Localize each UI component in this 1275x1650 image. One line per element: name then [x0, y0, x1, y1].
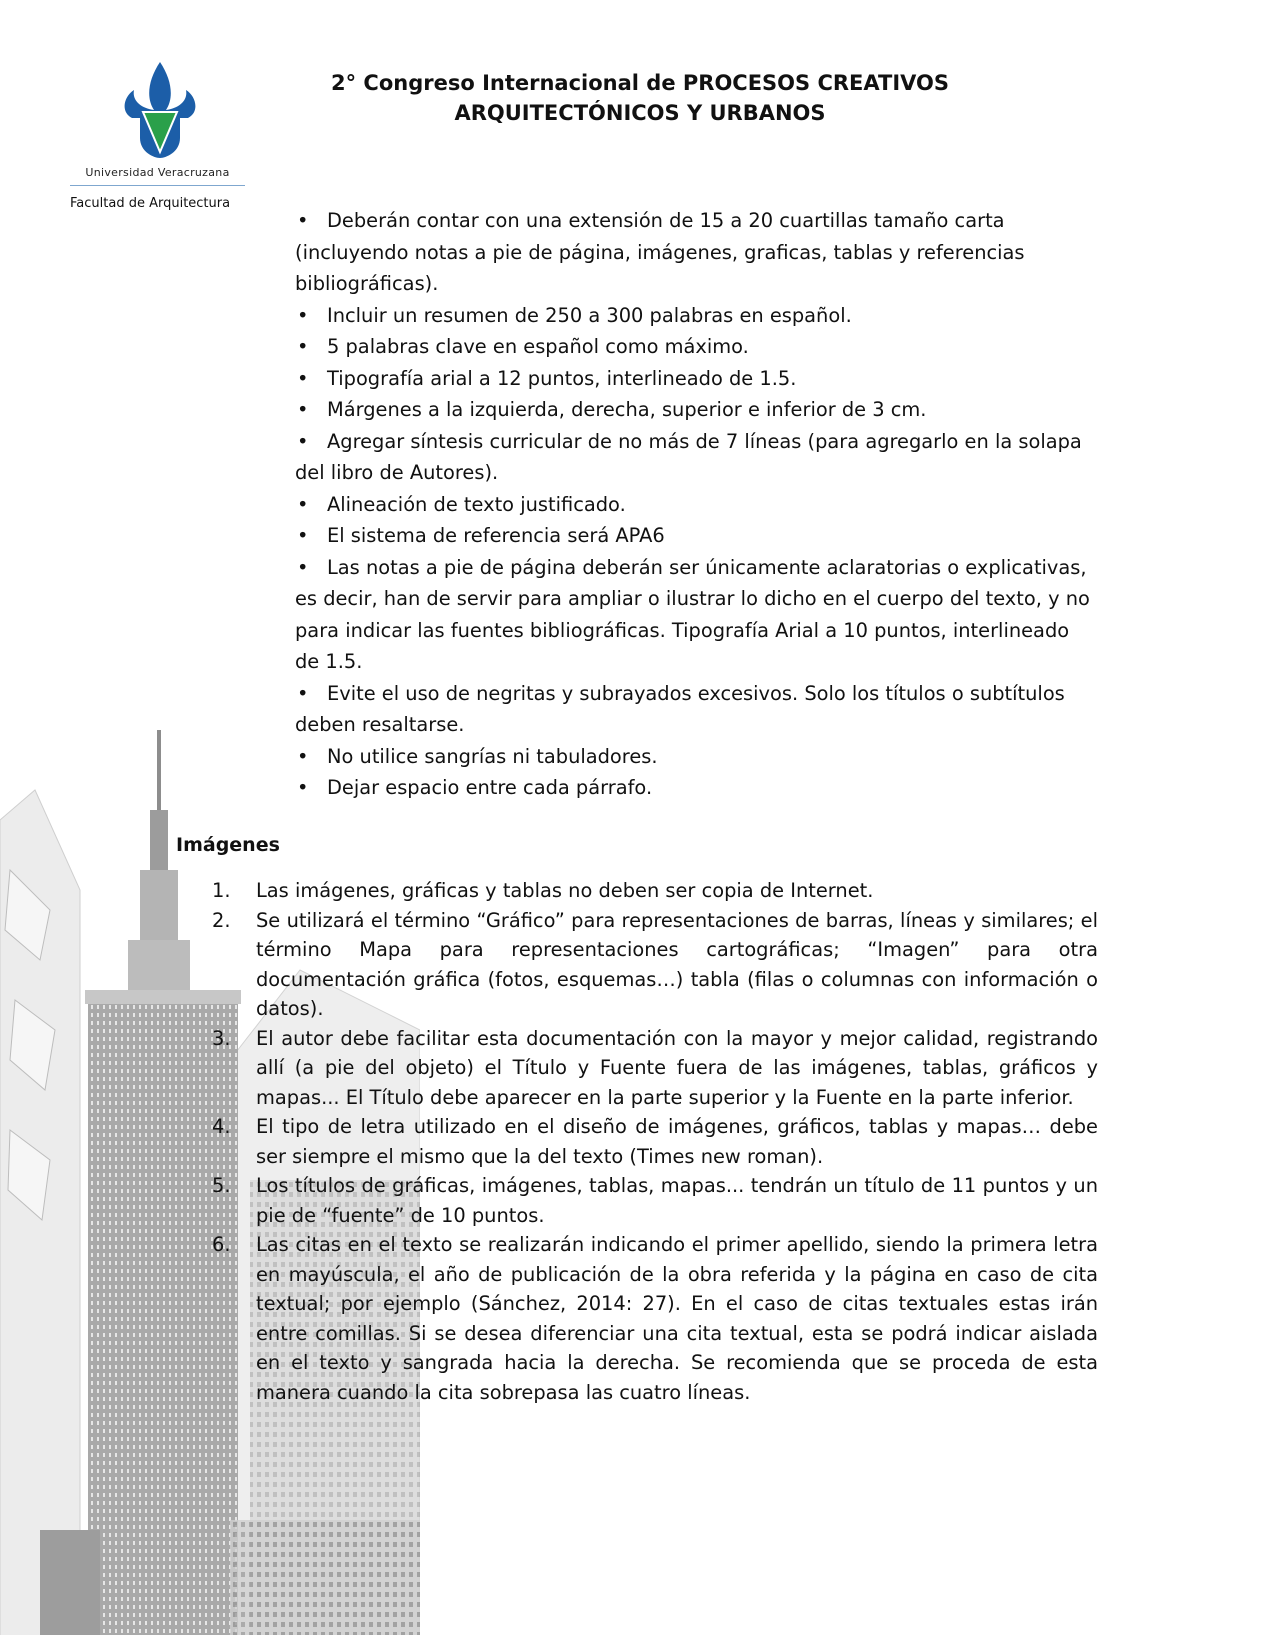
- list-item: • Incluir un resumen de 250 a 300 palabras en español.: [295, 300, 1095, 332]
- list-item: • Dejar espacio entre cada párrafo.: [295, 772, 1095, 804]
- list-item: • Márgenes a la izquierda, derecha, superior e inferior de 3 cm.: [295, 394, 1095, 426]
- item-text: El tipo de letra utilizado en el diseño de imágenes, gráficos, tablas y mapas… debe ser siempre el mismo que la del texto (Times new roman).: [256, 1115, 1098, 1168]
- item-text: Se utilizará el término “Gráfico” para representaciones de barras, líneas y similares; el término Mapa para representaciones cartográficas; “Imagen” para otra documentación gráfica (fotos, esquemas…) tabla (filas o columnas con información o datos).: [256, 908, 1098, 1020]
- section-heading-imagenes: Imágenes: [176, 834, 280, 856]
- list-item: [208, 906, 1098, 1024]
- list-item: • Agregar síntesis curricular de no más de 7 líneas (para agregarlo en la solapa del libro de Autores).: [295, 426, 1095, 489]
- bullet-icon: •: [297, 744, 309, 768]
- item-text: Las imágenes, gráficas y tablas no deben ser copia de Internet.: [256, 879, 874, 902]
- list-item: [208, 876, 1098, 906]
- list-item: • Evite el uso de negritas y subrayados excesivos. Solo los títulos o subtítulos deben resaltarse.: [295, 678, 1095, 741]
- bullet-icon: •: [297, 524, 309, 547]
- item-number: 6.: [212, 1233, 231, 1256]
- bullet-icon: •: [297, 681, 309, 705]
- list-item: • Las notas a pie de página deberán ser únicamente aclaratorias o explicativas, es decir, han de servir para ampliar o ilustrar lo dicho en el cuerpo del texto, y no para indicar las fuentes bibliográficas. Tipografía Arial a 10 puntos, interlineado de 1.5.: [295, 552, 1095, 678]
- bullet-icon: •: [297, 492, 309, 516]
- item-number: 3.: [212, 1026, 231, 1050]
- item-text: El autor debe facilitar esta documentación con la mayor y mejor calidad, registrando allí (a pie del objeto) el Título y Fuente fuera de las imágenes, tablas, gráficos y mapas... El Título debe aparecer en la parte superior y la Fuente en la parte inferior.: [256, 1026, 1098, 1109]
- bullet-icon: •: [297, 209, 309, 232]
- bullet-icon: •: [297, 303, 309, 327]
- bullet-icon: •: [297, 398, 309, 421]
- item-number: 2.: [212, 908, 231, 932]
- item-number: 1.: [212, 879, 231, 902]
- bullet-icon: •: [297, 366, 309, 390]
- faculty-name: Facultad de Arquitectura: [70, 196, 231, 211]
- requirements-list: [295, 205, 1095, 804]
- bullet-icon: •: [297, 429, 309, 453]
- fleur-de-lis-v-icon: [110, 60, 210, 160]
- university-name: Universidad Veracruzana: [85, 166, 230, 179]
- list-item: • Deberán contar con una extensión de 15 a 20 cuartillas tamaño carta (incluyendo notas a pie de página, imágenes, graficas, tablas y referencias bibliográficas).: [295, 205, 1095, 300]
- item-number: 4.: [212, 1115, 231, 1138]
- bullet-icon: •: [297, 776, 309, 799]
- list-item: [208, 1024, 1098, 1113]
- item-text: Las citas en el texto se realizarán indicando el primer apellido, siendo la primera letra en mayúscula, el año de publicación de la obra referida y la página en caso de cita textual; por ejemplo (Sánchez, 2014: 27). En el caso de citas textuales estas irán entre comillas. Si se desea diferenciar una cita textual, esta se podrá indicar aislada en el texto y sangrada hacia la derecha. Se recomienda que se proceda de esta manera cuando la cita sobrepasa las cuatro líneas.: [256, 1233, 1098, 1404]
- list-item: • No utilice sangrías ni tabuladores.: [295, 741, 1095, 773]
- list-item: [208, 1112, 1098, 1171]
- list-item: [208, 1171, 1098, 1230]
- bullet-icon: •: [297, 335, 309, 358]
- document-title: [280, 68, 1000, 128]
- item-number: 5.: [212, 1174, 231, 1197]
- list-item: [208, 1230, 1098, 1407]
- images-numbered-list: [208, 876, 1098, 1407]
- logo-divider: [70, 185, 245, 186]
- bullet-icon: •: [297, 555, 309, 579]
- list-item: • El sistema de referencia será APA6: [295, 520, 1095, 552]
- list-item: • 5 palabras clave en español como máximo.: [295, 331, 1095, 363]
- list-item: • Tipografía arial a 12 puntos, interlineado de 1.5.: [295, 363, 1095, 395]
- title-line-1: 2° Congreso Internacional de PROCESOS CREATIVOS: [330, 71, 950, 95]
- university-logo: [70, 60, 260, 211]
- list-item: • Alineación de texto justificado.: [295, 489, 1095, 521]
- item-text: Los títulos de gráficas, imágenes, tablas, mapas... tendrán un título de 11 puntos y un pie de “fuente” de 10 puntos.: [256, 1174, 1098, 1227]
- title-line-2: ARQUITECTÓNICOS Y URBANOS: [454, 101, 826, 125]
